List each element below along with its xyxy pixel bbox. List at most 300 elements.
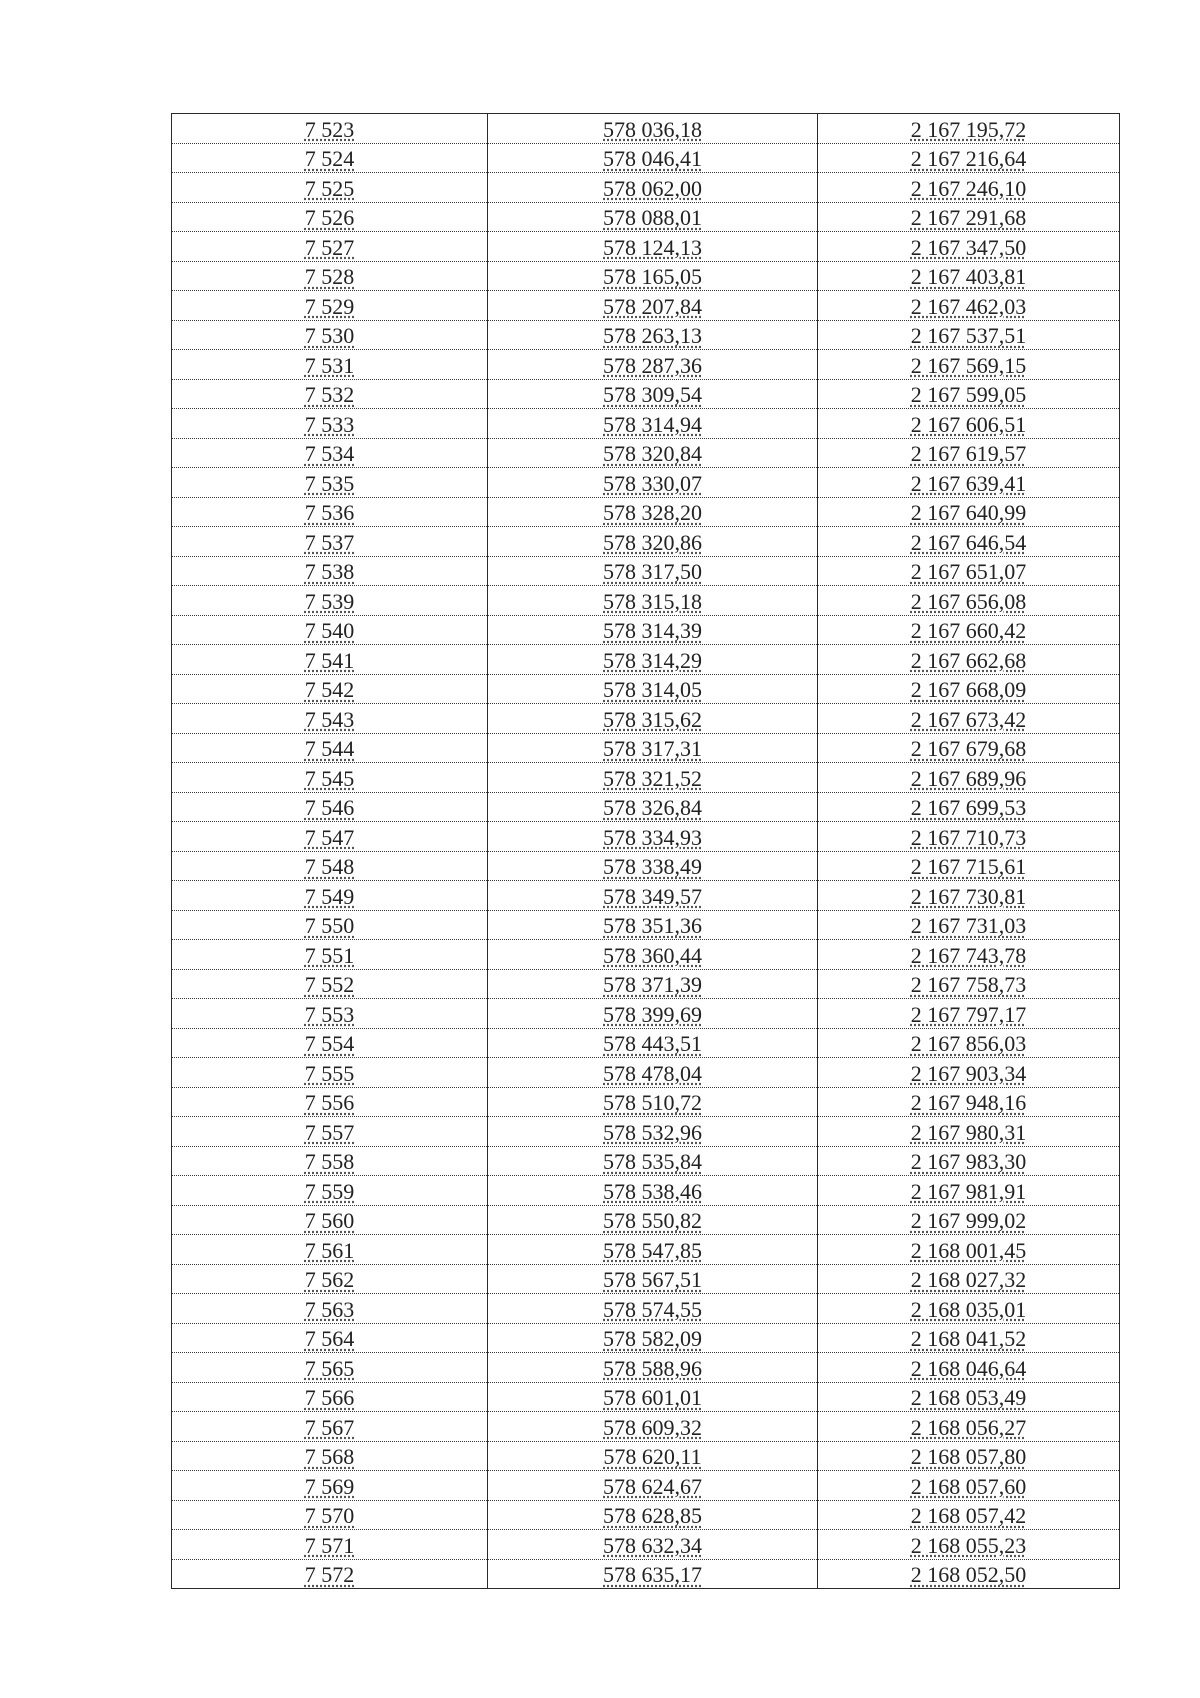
y-coordinate-cell [818, 704, 1120, 734]
cell-text: 7 531 [304, 352, 355, 378]
cell-text: 578 309,54 [603, 382, 702, 407]
y-coordinate-cell [818, 969, 1120, 999]
table-row [172, 527, 1120, 557]
cell-text: 7 563 [304, 1296, 355, 1322]
cell-text: 578 334,93 [603, 824, 702, 850]
table-row [172, 1294, 1120, 1324]
cell-text: 578 635,17 [603, 1562, 702, 1587]
cell-text: 7 560 [304, 1208, 355, 1233]
cell-text: 7 565 [304, 1355, 355, 1381]
cell-text: 7 530 [304, 323, 355, 348]
cell-text: 7 567 [304, 1414, 355, 1440]
x-coordinate-cell [488, 1058, 818, 1088]
y-coordinate-cell [818, 1323, 1120, 1353]
x-coordinate-cell [488, 1294, 818, 1324]
y-coordinate-cell [818, 851, 1120, 881]
point-number-cell [172, 674, 488, 704]
cell-text: 578 326,84 [603, 795, 702, 820]
x-coordinate-cell [488, 674, 818, 704]
cell-text: 7 557 [304, 1119, 355, 1145]
cell-text: 578 360,44 [603, 942, 702, 968]
cell-text: 578 588,96 [603, 1355, 702, 1381]
table-row [172, 792, 1120, 822]
cell-text: 2 167 651,07 [910, 559, 1027, 584]
cell-text: 7 548 [304, 854, 355, 879]
table-row [172, 1530, 1120, 1560]
point-number-cell [172, 1294, 488, 1324]
point-number-cell [172, 792, 488, 822]
cell-text: 7 535 [304, 470, 355, 496]
cell-text: 7 523 [304, 116, 355, 142]
cell-text: 2 167 679,68 [910, 736, 1027, 761]
x-coordinate-cell [488, 1530, 818, 1560]
y-coordinate-cell [818, 1294, 1120, 1324]
cell-text: 578 632,34 [603, 1532, 702, 1558]
cell-text: 578 207,84 [603, 293, 702, 319]
cell-text: 7 562 [304, 1267, 355, 1292]
table-row [172, 1441, 1120, 1471]
x-coordinate-cell [488, 1205, 818, 1235]
table-row [172, 1087, 1120, 1117]
cell-text: 578 317,31 [603, 736, 702, 761]
table-row [172, 586, 1120, 616]
cell-text: 578 349,57 [603, 883, 702, 909]
x-coordinate-cell [488, 350, 818, 380]
y-coordinate-cell [818, 1353, 1120, 1383]
cell-text: 7 544 [304, 736, 355, 761]
point-number-cell [172, 1264, 488, 1294]
cell-text: 578 321,52 [603, 765, 702, 791]
cell-text: 7 550 [304, 913, 355, 938]
table-row [172, 143, 1120, 173]
cell-text: 2 167 797,17 [910, 1001, 1027, 1027]
y-coordinate-cell [818, 261, 1120, 291]
y-coordinate-cell [818, 674, 1120, 704]
cell-text: 7 541 [304, 647, 355, 673]
cell-text: 578 320,86 [603, 529, 702, 555]
cell-text: 2 167 673,42 [910, 706, 1027, 732]
cell-text: 578 314,94 [603, 411, 702, 437]
x-coordinate-cell [488, 409, 818, 439]
table-row [172, 645, 1120, 675]
point-number-cell [172, 645, 488, 675]
cell-text: 2 168 035,01 [910, 1296, 1027, 1322]
point-number-cell [172, 291, 488, 321]
cell-text: 578 351,36 [603, 913, 702, 938]
cell-text: 7 529 [304, 293, 355, 319]
y-coordinate-cell [818, 1412, 1120, 1442]
x-coordinate-cell [488, 1382, 818, 1412]
point-number-cell [172, 1087, 488, 1117]
point-number-cell [172, 261, 488, 291]
x-coordinate-cell [488, 615, 818, 645]
cell-text: 7 570 [304, 1503, 355, 1528]
x-coordinate-cell [488, 969, 818, 999]
cell-text: 578 036,18 [603, 116, 702, 142]
table-row [172, 969, 1120, 999]
cell-text: 7 569 [304, 1473, 355, 1499]
cell-text: 7 533 [304, 411, 355, 437]
y-coordinate-cell [818, 615, 1120, 645]
cell-text: 7 551 [304, 942, 355, 968]
cell-text: 578 062,00 [603, 175, 702, 201]
cell-text: 7 549 [304, 883, 355, 909]
table-row [172, 1235, 1120, 1265]
cell-text: 7 566 [304, 1385, 355, 1410]
cell-text: 2 167 606,51 [910, 411, 1027, 437]
y-coordinate-cell [818, 497, 1120, 527]
point-number-cell [172, 1205, 488, 1235]
cell-text: 578 478,04 [603, 1060, 702, 1086]
cell-text: 7 534 [304, 441, 355, 466]
table-row [172, 438, 1120, 468]
y-coordinate-cell [818, 881, 1120, 911]
y-coordinate-cell [818, 1382, 1120, 1412]
table-row [172, 733, 1120, 763]
x-coordinate-cell [488, 704, 818, 734]
x-coordinate-cell [488, 202, 818, 232]
table-row [172, 202, 1120, 232]
table-row [172, 1176, 1120, 1206]
cell-text: 2 167 347,50 [910, 234, 1027, 260]
table-row [172, 704, 1120, 734]
cell-text: 2 167 758,73 [910, 972, 1027, 997]
cell-text: 2 167 999,02 [910, 1208, 1027, 1233]
table-row [172, 881, 1120, 911]
x-coordinate-cell [488, 1028, 818, 1058]
y-coordinate-cell [818, 438, 1120, 468]
cell-text: 2 167 983,30 [910, 1149, 1027, 1174]
x-coordinate-cell [488, 586, 818, 616]
y-coordinate-cell [818, 910, 1120, 940]
point-number-cell [172, 202, 488, 232]
point-number-cell [172, 733, 488, 763]
cell-text: 2 168 052,50 [910, 1562, 1027, 1587]
point-number-cell [172, 1323, 488, 1353]
cell-text: 2 168 057,60 [910, 1473, 1027, 1499]
cell-text: 7 571 [304, 1532, 355, 1558]
table-row [172, 114, 1120, 144]
cell-text: 2 168 057,80 [910, 1444, 1027, 1469]
table-row [172, 291, 1120, 321]
x-coordinate-cell [488, 1441, 818, 1471]
x-coordinate-cell [488, 851, 818, 881]
cell-text: 2 167 660,42 [910, 618, 1027, 643]
point-number-cell [172, 586, 488, 616]
y-coordinate-cell [818, 1264, 1120, 1294]
table-row [172, 468, 1120, 498]
point-number-cell [172, 851, 488, 881]
x-coordinate-cell [488, 261, 818, 291]
cell-text: 578 315,62 [603, 706, 702, 732]
x-coordinate-cell [488, 1412, 818, 1442]
point-number-cell [172, 999, 488, 1029]
cell-text: 7 559 [304, 1178, 355, 1204]
cell-text: 578 046,41 [603, 146, 702, 171]
cell-text: 578 314,05 [603, 677, 702, 702]
x-coordinate-cell [488, 1235, 818, 1265]
point-number-cell [172, 379, 488, 409]
y-coordinate-cell [818, 556, 1120, 586]
point-number-cell [172, 1235, 488, 1265]
cell-text: 2 167 195,72 [910, 116, 1027, 142]
x-coordinate-cell [488, 1353, 818, 1383]
x-coordinate-cell [488, 468, 818, 498]
y-coordinate-cell [818, 202, 1120, 232]
y-coordinate-cell [818, 320, 1120, 350]
cell-text: 2 167 731,03 [910, 913, 1027, 938]
cell-text: 578 624,67 [603, 1473, 702, 1499]
x-coordinate-cell [488, 1500, 818, 1530]
y-coordinate-cell [818, 1559, 1120, 1589]
cell-text: 7 532 [304, 382, 355, 407]
table-row [172, 1559, 1120, 1589]
cell-text: 7 528 [304, 264, 355, 289]
point-number-cell [172, 1382, 488, 1412]
point-number-cell [172, 438, 488, 468]
cell-text: 578 628,85 [603, 1503, 702, 1528]
table-row [172, 320, 1120, 350]
x-coordinate-cell [488, 733, 818, 763]
cell-text: 7 556 [304, 1090, 355, 1115]
table-row [172, 379, 1120, 409]
point-number-cell [172, 1353, 488, 1383]
x-coordinate-cell [488, 763, 818, 793]
cell-text: 7 543 [304, 706, 355, 732]
point-number-cell [172, 468, 488, 498]
cell-text: 2 168 053,49 [910, 1385, 1027, 1410]
cell-text: 2 167 743,78 [910, 942, 1027, 968]
table-row [172, 1146, 1120, 1176]
y-coordinate-cell [818, 1028, 1120, 1058]
cell-text: 578 165,05 [603, 264, 702, 289]
y-coordinate-cell [818, 645, 1120, 675]
cell-text: 7 546 [304, 795, 355, 820]
x-coordinate-cell [488, 527, 818, 557]
cell-text: 7 537 [304, 529, 355, 555]
cell-text: 2 167 403,81 [910, 264, 1027, 289]
point-number-cell [172, 1559, 488, 1589]
table-row [172, 173, 1120, 203]
cell-text: 2 167 981,91 [910, 1178, 1027, 1204]
y-coordinate-cell [818, 733, 1120, 763]
cell-text: 2 167 569,15 [910, 352, 1027, 378]
y-coordinate-cell [818, 1058, 1120, 1088]
x-coordinate-cell [488, 645, 818, 675]
table-row [172, 350, 1120, 380]
y-coordinate-cell [818, 1530, 1120, 1560]
cell-text: 7 525 [304, 175, 355, 201]
cell-text: 578 535,84 [603, 1149, 702, 1174]
x-coordinate-cell [488, 173, 818, 203]
cell-text: 2 167 537,51 [910, 323, 1027, 348]
cell-text: 2 167 903,34 [910, 1060, 1027, 1086]
x-coordinate-cell [488, 1559, 818, 1589]
x-coordinate-cell [488, 822, 818, 852]
cell-text: 2 167 599,05 [910, 382, 1027, 407]
point-number-cell [172, 1412, 488, 1442]
cell-text: 7 527 [304, 234, 355, 260]
point-number-cell [172, 704, 488, 734]
cell-text: 7 552 [304, 972, 355, 997]
cell-text: 2 167 980,31 [910, 1119, 1027, 1145]
x-coordinate-cell [488, 291, 818, 321]
x-coordinate-cell [488, 379, 818, 409]
cell-text: 7 564 [304, 1326, 355, 1351]
cell-text: 2 167 656,08 [910, 588, 1027, 614]
point-number-cell [172, 1028, 488, 1058]
y-coordinate-cell [818, 114, 1120, 144]
cell-text: 578 320,84 [603, 441, 702, 466]
coordinates-table [171, 113, 1120, 1589]
y-coordinate-cell [818, 379, 1120, 409]
point-number-cell [172, 615, 488, 645]
y-coordinate-cell [818, 1471, 1120, 1501]
table-row [172, 1471, 1120, 1501]
x-coordinate-cell [488, 881, 818, 911]
point-number-cell [172, 1117, 488, 1147]
cell-text: 2 167 715,61 [910, 854, 1027, 879]
cell-text: 2 167 462,03 [910, 293, 1027, 319]
cell-text: 7 538 [304, 559, 355, 584]
cell-text: 578 317,50 [603, 559, 702, 584]
table-row [172, 999, 1120, 1029]
y-coordinate-cell [818, 291, 1120, 321]
point-number-cell [172, 320, 488, 350]
y-coordinate-cell [818, 586, 1120, 616]
x-coordinate-cell [488, 1117, 818, 1147]
point-number-cell [172, 173, 488, 203]
x-coordinate-cell [488, 1323, 818, 1353]
cell-text: 2 168 001,45 [910, 1237, 1027, 1263]
point-number-cell [172, 1471, 488, 1501]
cell-text: 578 609,32 [603, 1414, 702, 1440]
cell-text: 2 167 640,99 [910, 500, 1027, 525]
cell-text: 578 315,18 [603, 588, 702, 614]
y-coordinate-cell [818, 1146, 1120, 1176]
y-coordinate-cell [818, 468, 1120, 498]
table-row [172, 615, 1120, 645]
point-number-cell [172, 969, 488, 999]
cell-text: 578 547,85 [603, 1237, 702, 1263]
cell-text: 578 550,82 [603, 1208, 702, 1233]
point-number-cell [172, 1058, 488, 1088]
cell-text: 2 167 291,68 [910, 205, 1027, 230]
x-coordinate-cell [488, 143, 818, 173]
x-coordinate-cell [488, 940, 818, 970]
cell-text: 578 088,01 [603, 205, 702, 230]
x-coordinate-cell [488, 792, 818, 822]
y-coordinate-cell [818, 527, 1120, 557]
point-number-cell [172, 232, 488, 262]
table-row [172, 1028, 1120, 1058]
point-number-cell [172, 1176, 488, 1206]
point-number-cell [172, 1530, 488, 1560]
point-number-cell [172, 1146, 488, 1176]
cell-text: 2 167 619,57 [910, 441, 1027, 466]
x-coordinate-cell [488, 497, 818, 527]
cell-text: 2 168 055,23 [910, 1532, 1027, 1558]
point-number-cell [172, 1441, 488, 1471]
x-coordinate-cell [488, 1471, 818, 1501]
point-number-cell [172, 940, 488, 970]
table-row [172, 1500, 1120, 1530]
cell-text: 578 314,39 [603, 618, 702, 643]
cell-text: 2 167 689,96 [910, 765, 1027, 791]
cell-text: 7 536 [304, 500, 355, 525]
table-row [172, 409, 1120, 439]
x-coordinate-cell [488, 999, 818, 1029]
point-number-cell [172, 910, 488, 940]
cell-text: 578 287,36 [603, 352, 702, 378]
cell-text: 7 524 [304, 146, 355, 171]
cell-text: 7 558 [304, 1149, 355, 1174]
table-row [172, 674, 1120, 704]
x-coordinate-cell [488, 114, 818, 144]
x-coordinate-cell [488, 1146, 818, 1176]
y-coordinate-cell [818, 763, 1120, 793]
cell-text: 7 568 [304, 1444, 355, 1469]
cell-text: 578 330,07 [603, 470, 702, 496]
y-coordinate-cell [818, 999, 1120, 1029]
y-coordinate-cell [818, 1205, 1120, 1235]
cell-text: 578 510,72 [603, 1090, 702, 1115]
cell-text: 2 168 057,42 [910, 1503, 1027, 1528]
cell-text: 578 443,51 [603, 1031, 702, 1056]
cell-text: 7 539 [304, 588, 355, 614]
y-coordinate-cell [818, 143, 1120, 173]
cell-text: 2 167 246,10 [910, 175, 1027, 201]
cell-text: 7 553 [304, 1001, 355, 1027]
x-coordinate-cell [488, 232, 818, 262]
cell-text: 578 620,11 [603, 1444, 702, 1469]
x-coordinate-cell [488, 1087, 818, 1117]
y-coordinate-cell [818, 350, 1120, 380]
cell-text: 7 572 [304, 1562, 355, 1587]
table-row [172, 556, 1120, 586]
table-row [172, 1412, 1120, 1442]
x-coordinate-cell [488, 438, 818, 468]
point-number-cell [172, 556, 488, 586]
cell-text: 2 168 046,64 [910, 1355, 1027, 1381]
cell-text: 578 567,51 [603, 1267, 702, 1292]
table-row [172, 1058, 1120, 1088]
table-row [172, 232, 1120, 262]
cell-text: 578 124,13 [603, 234, 702, 260]
cell-text: 2 167 662,68 [910, 647, 1027, 673]
x-coordinate-cell [488, 910, 818, 940]
cell-text: 578 371,39 [603, 972, 702, 997]
point-number-cell [172, 497, 488, 527]
cell-text: 7 545 [304, 765, 355, 791]
point-number-cell [172, 822, 488, 852]
cell-text: 578 328,20 [603, 500, 702, 525]
y-coordinate-cell [818, 1117, 1120, 1147]
cell-text: 7 547 [304, 824, 355, 850]
y-coordinate-cell [818, 822, 1120, 852]
point-number-cell [172, 114, 488, 144]
cell-text: 2 167 216,64 [910, 146, 1027, 171]
cell-text: 2 167 646,54 [910, 529, 1027, 555]
y-coordinate-cell [818, 1441, 1120, 1471]
cell-text: 7 554 [304, 1031, 355, 1056]
table-row [172, 763, 1120, 793]
table-row [172, 910, 1120, 940]
cell-text: 578 338,49 [603, 854, 702, 879]
cell-text: 578 601,01 [603, 1385, 702, 1410]
table-row [172, 1353, 1120, 1383]
y-coordinate-cell [818, 173, 1120, 203]
